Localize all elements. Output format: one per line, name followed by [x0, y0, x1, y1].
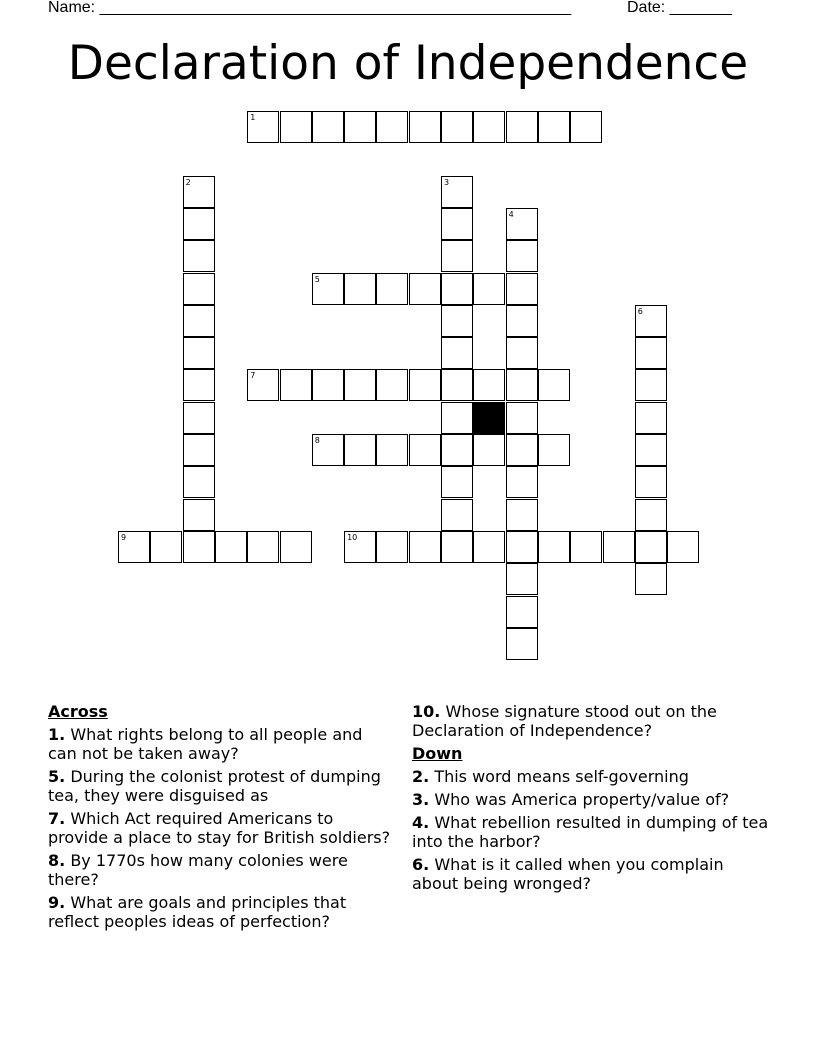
clue-number: 8.: [48, 851, 66, 870]
crossword-cell[interactable]: [312, 434, 344, 466]
crossword-cell[interactable]: [441, 208, 473, 240]
clue-number-label: 8: [314, 436, 320, 445]
date-field[interactable]: Date: _______: [627, 0, 732, 16]
crossword-cell[interactable]: [118, 531, 150, 563]
crossword-cell[interactable]: [570, 111, 602, 143]
crossword-cell[interactable]: [312, 273, 344, 305]
crossword-cell[interactable]: [376, 273, 408, 305]
crossword-cell[interactable]: [441, 305, 473, 337]
crossword-cell[interactable]: [506, 628, 538, 660]
crossword-cell[interactable]: [183, 305, 215, 337]
crossword-cell[interactable]: [409, 434, 441, 466]
crossword-cell[interactable]: [538, 434, 570, 466]
crossword-cell[interactable]: [409, 369, 441, 401]
crossword-cell[interactable]: [473, 111, 505, 143]
crossword-cell[interactable]: [183, 369, 215, 401]
crossword-cell[interactable]: [441, 466, 473, 498]
clue-number: 7.: [48, 809, 66, 828]
clue-number: 5.: [48, 767, 66, 786]
crossword-cell[interactable]: [183, 402, 215, 434]
clue-number: 6.: [412, 855, 430, 874]
crossword-cell[interactable]: [635, 337, 667, 369]
crossword-cell[interactable]: [280, 531, 312, 563]
crossword-cell[interactable]: [538, 111, 570, 143]
crossword-cell[interactable]: [441, 337, 473, 369]
crossword-cell[interactable]: [247, 369, 279, 401]
across-clue-1: [48, 725, 393, 763]
across-heading: Across: [48, 702, 108, 721]
clue-number: 4.: [412, 813, 430, 832]
clue-text: This word means self-governing: [434, 767, 689, 786]
crossword-cell[interactable]: [376, 434, 408, 466]
clue-number: 3.: [412, 790, 430, 809]
crossword-cell[interactable]: [183, 466, 215, 498]
clue-text: What are goals and principles that reflect peoples ideas of perfection?: [48, 893, 347, 931]
clue-text: During the colonist protest of dumping tea, they were disguised as: [48, 767, 381, 805]
clue-text: Whose signature stood out on the Declaration of Independence?: [412, 702, 717, 740]
clue-number-label: 6: [637, 306, 643, 316]
clue-number-label: 1: [250, 113, 256, 122]
crossword-cell[interactable]: [635, 466, 667, 498]
crossword-cell[interactable]: [150, 531, 182, 563]
crossword-cell[interactable]: [183, 434, 215, 466]
crossword-cell[interactable]: [506, 337, 538, 369]
clue-number-label: 9: [121, 532, 127, 542]
crossword-cell[interactable]: [183, 499, 215, 531]
crossword-cell[interactable]: [473, 273, 505, 305]
crossword-cell[interactable]: [506, 563, 538, 595]
crossword-cell[interactable]: [344, 273, 376, 305]
crossword-cell[interactable]: [441, 273, 473, 305]
clues-column-left: [48, 702, 393, 935]
clue-number-label: 2: [185, 177, 191, 187]
crossword-cell[interactable]: [312, 111, 344, 143]
crossword-cell[interactable]: [506, 434, 538, 466]
down-heading: Down: [412, 744, 463, 763]
crossword-cell[interactable]: [473, 434, 505, 466]
crossword-cell[interactable]: [506, 208, 538, 240]
crossword-cell[interactable]: [183, 273, 215, 305]
clue-text: Who was America property/value of?: [434, 790, 730, 809]
crossword-cell[interactable]: [506, 596, 538, 628]
crossword-cell[interactable]: [376, 111, 408, 143]
crossword-cell[interactable]: [506, 111, 538, 143]
clue-number-label: 5: [314, 274, 320, 284]
crossword-cell[interactable]: [183, 531, 215, 563]
crossword-cell[interactable]: [506, 240, 538, 272]
page-title: Declaration of Independence: [67, 36, 749, 91]
crossword-cell[interactable]: [506, 466, 538, 498]
clue-number: 10.: [412, 702, 441, 721]
clue-text: What rights belong to all people and can not be taken away?: [48, 725, 363, 763]
crossword-cell[interactable]: [344, 369, 376, 401]
crossword-cell[interactable]: [376, 369, 408, 401]
across-clue-7: [48, 809, 393, 847]
crossword-cell[interactable]: [570, 531, 602, 563]
down-clue-4: [412, 813, 772, 851]
crossword-cell[interactable]: [506, 402, 538, 434]
crossword-cell[interactable]: [441, 434, 473, 466]
crossword-cell[interactable]: [183, 176, 215, 208]
crossword-cell[interactable]: [635, 402, 667, 434]
crossword-cell[interactable]: [215, 531, 247, 563]
crossword-cell[interactable]: [441, 499, 473, 531]
clue-number: 9.: [48, 893, 66, 912]
crossword-cell[interactable]: [538, 531, 570, 563]
crossword-cell[interactable]: [667, 531, 699, 563]
crossword-cell[interactable]: [312, 369, 344, 401]
crossword-cell[interactable]: [409, 531, 441, 563]
crossword-cell[interactable]: [183, 337, 215, 369]
crossword-cell[interactable]: [344, 434, 376, 466]
crossword-cell[interactable]: [247, 111, 279, 143]
crossword-cell[interactable]: [441, 369, 473, 401]
across-clue-8: [48, 851, 393, 889]
crossword-cell[interactable]: [635, 499, 667, 531]
crossword-cell[interactable]: [183, 208, 215, 240]
across-clue-10: [412, 702, 772, 740]
crossword-cell[interactable]: [473, 369, 505, 401]
clues-column-right: [412, 702, 772, 897]
clue-text: Which Act required Americans to provide a place to stay for British soldiers?: [48, 809, 391, 847]
crossword-cell[interactable]: [409, 111, 441, 143]
clue-number-label: 3: [444, 177, 450, 187]
crossword-cell[interactable]: [280, 111, 312, 143]
name-field[interactable]: Name: _____________________________________________________: [48, 0, 572, 16]
crossword-cell[interactable]: [409, 273, 441, 305]
crossword-cell[interactable]: [247, 531, 279, 563]
crossword-cell[interactable]: [441, 531, 473, 563]
crossword-cell[interactable]: [538, 369, 570, 401]
clue-text: By 1770s how many colonies were there?: [48, 851, 348, 889]
clue-number-label: 4: [508, 209, 514, 219]
clue-number: 1.: [48, 725, 66, 744]
crossword-cell[interactable]: [506, 369, 538, 401]
clue-text: What rebellion resulted in dumping of tea into the harbor?: [412, 813, 769, 851]
crossword-cell[interactable]: [441, 240, 473, 272]
crossword-cell[interactable]: [603, 531, 635, 563]
crossword-cell[interactable]: [635, 369, 667, 401]
crossword-cell[interactable]: [635, 305, 667, 337]
down-clue-3: [412, 790, 772, 809]
crossword-cell[interactable]: [280, 369, 312, 401]
crossword-cell[interactable]: [344, 531, 376, 563]
crossword-cell[interactable]: [506, 531, 538, 563]
down-clue-6: [412, 855, 772, 893]
clue-number: 2.: [412, 767, 430, 786]
clue-number-label: 10: [347, 532, 358, 542]
down-clue-2: [412, 767, 772, 786]
crossword-cell[interactable]: [376, 531, 408, 563]
crossword-cell[interactable]: [441, 111, 473, 143]
crossword-cell[interactable]: [441, 176, 473, 208]
clue-number-label: 7: [250, 371, 256, 381]
crossword-cell[interactable]: [506, 273, 538, 305]
crossword-cell[interactable]: [506, 499, 538, 531]
crossword-cell[interactable]: [506, 305, 538, 337]
clue-text: What is it called when you complain about being wronged?: [412, 855, 724, 893]
crossword-cell[interactable]: [473, 531, 505, 563]
across-clue-5: [48, 767, 393, 805]
crossword-cell[interactable]: [635, 531, 667, 563]
crossword-cell[interactable]: [635, 434, 667, 466]
crossword-cell[interactable]: [344, 111, 376, 143]
crossword-cell[interactable]: [441, 402, 473, 434]
crossword-cell[interactable]: [183, 240, 215, 272]
crossword-cell[interactable]: [635, 563, 667, 595]
across-clue-9: [48, 893, 393, 931]
crossword-black-cell: [473, 402, 505, 434]
